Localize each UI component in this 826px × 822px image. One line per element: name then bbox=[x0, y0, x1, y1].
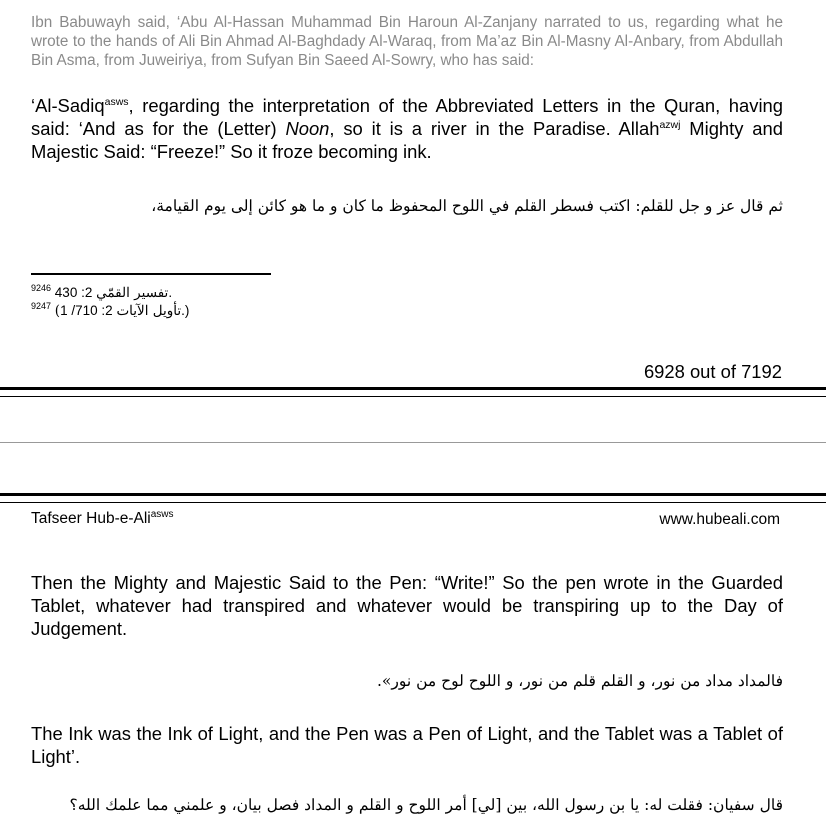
page-header-rule-thick bbox=[0, 493, 826, 496]
arabic-text-1: ثم قال عز و جل للقلم: اكتب فسطر القلم في اللوح المحفوظ ما كان و ما هو كائن إلى يوم القيامة، bbox=[151, 197, 783, 215]
footnote-9246: $^{9246}$ تفسير القمّي 2: 430. bbox=[31, 283, 173, 301]
ink-paragraph: The Ink was the Ink of Light, and the Pen was a Pen of Light, and the Tablet was a Tablet of Light’. bbox=[31, 723, 783, 767]
page-footer-rule-thick bbox=[0, 387, 826, 390]
footnote-separator bbox=[31, 273, 271, 275]
footnote-9247: $^{9247}$ (تأويل الآيات 2: 710/ 1.) bbox=[31, 301, 190, 319]
page-header-rule-thin bbox=[0, 502, 826, 503]
arabic-text-3: قال سفيان: فقلت له: يا بن رسول الله، بين [لي] أمر اللوح و القلم و المداد فصل بيان، و علمني مما علمك الله؟ bbox=[69, 796, 783, 814]
page-break-divider bbox=[0, 442, 826, 443]
page-count: 6928 out of 7192 bbox=[643, 361, 782, 382]
narration-paragraph: Ibn Babuwayh said, ‘Abu Al-Hassan Muhammad Bin Haroun Al-Zanjany narrated to us, regarding what he wrote to the hands of Ali Bin Ahmad Al-Baghdady Al-Waraq, from Ma’az Bin Al-Masny Al-Anbary, from Abdullah Bin Asma, from Juweiriya, from Sufyan Bin Saeed Al-Sowry, who has said: bbox=[31, 14, 783, 69]
book-title: Tafseer Hub-e-Ali$^{asws}$ bbox=[31, 509, 174, 527]
pen-paragraph: Then the Mighty and Majestic Said to the Pen: “Write!” So the pen wrote in the Guarded Tablet, whatever had transpired and whatever would be transpiring up to the Day of Judgement. bbox=[31, 572, 783, 639]
website-link[interactable]: www.hubeali.com bbox=[659, 511, 780, 528]
arabic-text-2: فالمداد مداد من نور، و القلم قلم من نور، و اللوح لوح من نور». bbox=[376, 672, 783, 690]
page-footer-rule-thin bbox=[0, 396, 826, 397]
sadiq-paragraph: ‘Al-Sadiq$^{asws}$, regarding the interpretation of the Abbreviated Letters in the Quran, having said: ‘And as for the (Letter) Noon, so it is a river in the Paradise. Allah$^{azwj}$ Mighty and Majestic Said: “Freeze!” So it froze becoming ink. bbox=[31, 95, 783, 162]
